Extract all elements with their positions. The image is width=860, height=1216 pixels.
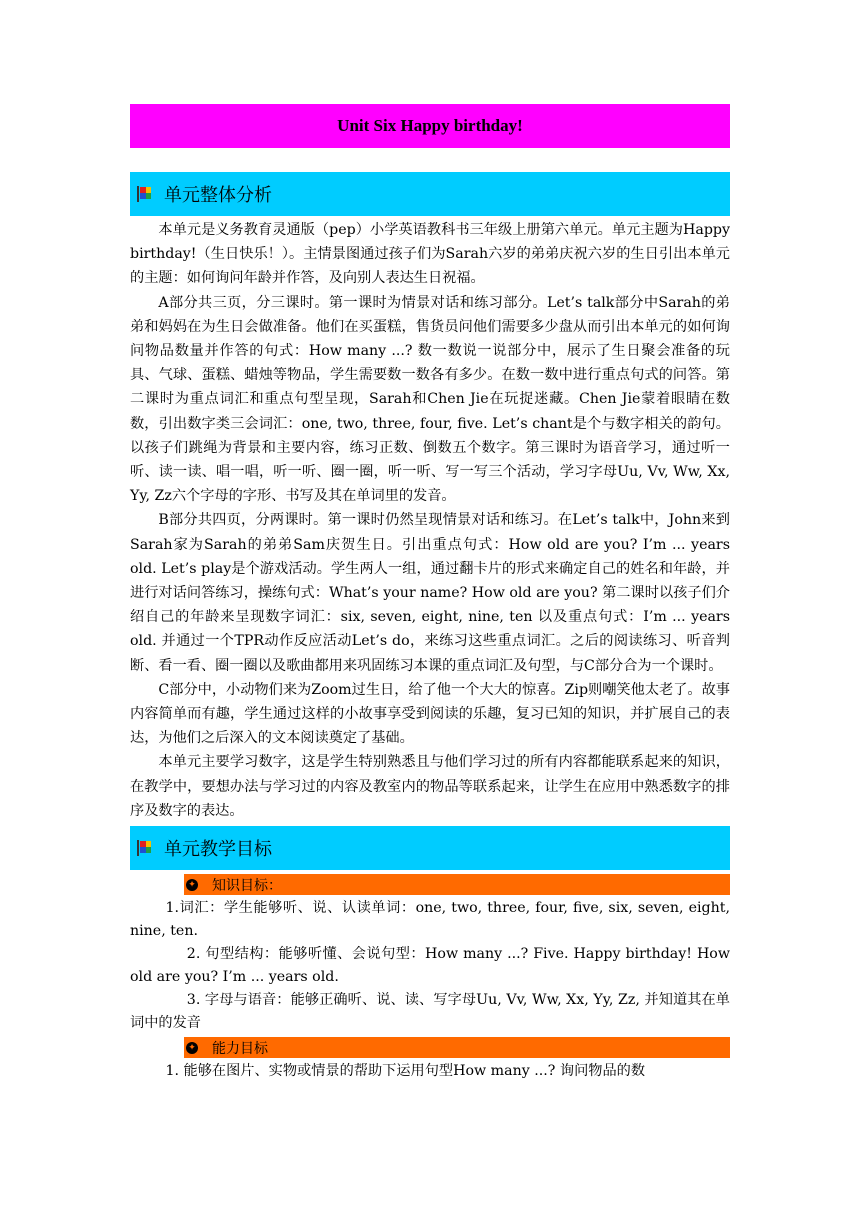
section-heading-label: 单元整体分析 xyxy=(164,185,272,206)
knowledge-goals-label: 知识目标： xyxy=(212,877,282,894)
ability-goals-bar xyxy=(184,1037,730,1058)
star-bullet-icon: ✦ xyxy=(186,1042,198,1054)
ability-goals-label: 能力目标 xyxy=(212,1040,268,1057)
knowledge-goal-item: 1.词汇：学生能够听、说、认读单词：one, two, three, four, five, six, seven, eight, nine, ten. xyxy=(130,900,730,940)
analysis-paragraph: 本单元是义务教育灵通版（pep）小学英语教科书三年级上册第六单元。单元主题为Happy birthday!（生日快乐！）。主情景图通过孩子们为Sarah六岁的弟弟庆祝六岁的生日引出本单元的主题：如何询问年龄并作答，及向别人表达生日祝福。 xyxy=(130,222,730,287)
knowledge-goals-bar xyxy=(184,874,730,895)
analysis-paragraph: A部分共三页，分三课时。第一课时为情景对话和练习部分。Let’s talk部分中Sarah的弟弟和妈妈在为生日会做准备。他们在买蛋糕，售货员问他们需要多少盘从而引出本单元的如何询问物品数量并作答的句式：How many ...? 数一数说一说部分中，展示了生日聚会准备的玩具、气球、蛋糕、蜡烛等物品，学生需要数一数各有多少。在数一数中进行重点句式的问答。第二课时为重点词汇和重点句型呈现，Sarah和Chen Jie在玩捉迷藏。Chen Jie蒙着眼睛在数数，引出数字类三会词汇：one, two, three, four, five. Let’s chant是个与数字相关的韵句。以孩子们跳绳为背景和主要内容，练习正数、倒数五个数字。第三课时为语音学习，通过听一听、读一读、唱一唱，听一听、圈一圈，听一听、写一写三个活动，学习字母Uu, Vv, Ww, Xx, Yy, Zz六个字母的字形、书写及其在单词里的发音。 xyxy=(130,294,730,505)
document-body xyxy=(130,104,730,1083)
star-bullet-icon: ✦ xyxy=(186,879,198,891)
section-heading-analysis xyxy=(130,172,730,216)
knowledge-goal-item: 3. 字母与语音：能够正确听、说、读、写字母Uu, Vv, Ww, Xx, Yy, Zz, 并知道其在单词中的发音 xyxy=(130,992,730,1032)
flag-icon xyxy=(136,186,152,202)
analysis-paragraph: 本单元主要学习数字，这是学生特别熟悉且与他们学习过的所有内容都能联系起来的知识，在教学中，要想办法与学习过的内容及教室内的物品等联系起来，让学生在应用中熟悉数字的排序及数字的表达。 xyxy=(130,754,730,819)
analysis-paragraph: C部分中，小动物们来为Zoom过生日，给了他一个大大的惊喜。Zip则嘲笑他太老了。故事内容简单而有趣，学生通过这样的小故事享受到阅读的乐趣，复习已知的知识，并扩展自己的表达，为他们之后深入的文本阅读奠定了基础。 xyxy=(130,681,730,747)
section-heading-goals xyxy=(130,826,730,870)
document-title: Unit Six Happy birthday! xyxy=(337,116,523,135)
analysis-body xyxy=(130,216,730,823)
analysis-paragraph: B部分共四页，分两课时。第一课时仍然呈现情景对话和练习。在Let’s talk中，John来到Sarah家为Sarah的弟弟Sam庆贺生日。引出重点句式：How old are you? I’m ... years old. Let’s play是个游戏活动。学生两人一组，通过翻卡片的形式来确定自己的姓名和年龄，并进行对话问答练习，操练句式：What’s your name? How old are you? 第二课时以孩子们介绍自己的年龄来呈现数字词汇：six, seven, eight, nine, ten 以及重点句式：I’m ... years old. 并通过一个TPR动作反应活动Let’s do，来练习这些重点词汇。之后的阅读练习、听音判断、看一看、圈一圈以及歌曲都用来巩固练习本课的重点词汇及句型，与C部分合为一个课时。 xyxy=(130,512,730,674)
flag-icon xyxy=(136,840,152,856)
section-heading-label: 单元教学目标 xyxy=(164,839,272,861)
ability-goal-item: 1. 能够在图片、实物或情景的帮助下运用句型How many ...? 询问物品的数 xyxy=(165,1063,646,1080)
document-title-bar xyxy=(130,104,730,148)
knowledge-goal-item: 2. 句型结构：能够听懂、会说句型：How many ...? Five. Happy birthday! How old are you? I’m ... years old. xyxy=(130,946,730,986)
